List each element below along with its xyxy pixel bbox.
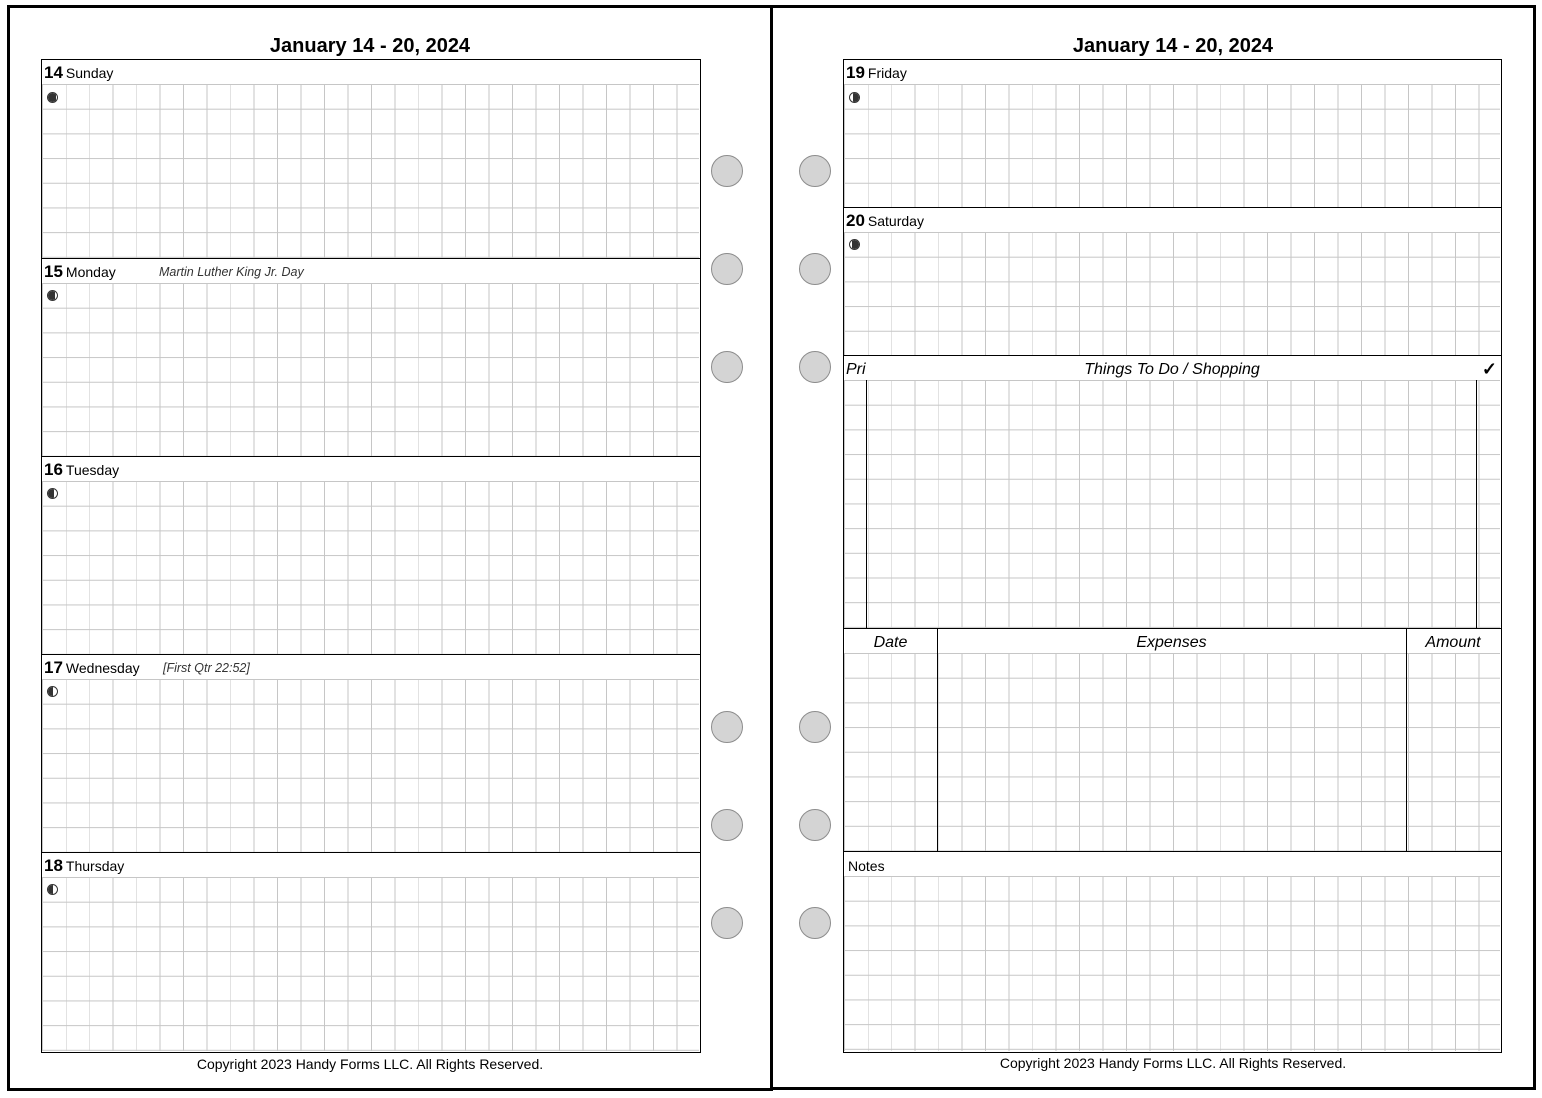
day-name: Friday bbox=[867, 65, 907, 81]
moon-phase-icon bbox=[849, 239, 860, 250]
expenses-title: Expenses bbox=[1136, 634, 1207, 651]
amount-column-label: Amount bbox=[1425, 634, 1481, 651]
notes-grid[interactable] bbox=[844, 876, 1500, 1051]
check-column-divider bbox=[1476, 380, 1477, 628]
binder-hole-icon bbox=[711, 253, 743, 285]
binder-hole-icon bbox=[799, 351, 831, 383]
day-number: 15 bbox=[44, 262, 63, 281]
priority-column-divider bbox=[866, 380, 867, 628]
priority-column-label: Pri bbox=[846, 361, 866, 378]
todo-grid[interactable] bbox=[844, 380, 1500, 628]
binder-hole-icon bbox=[711, 351, 743, 383]
day-number: 14 bbox=[44, 63, 63, 82]
writing-grid[interactable] bbox=[42, 877, 699, 1051]
day-block-friday[interactable] bbox=[844, 60, 1500, 207]
binder-hole-icon bbox=[799, 809, 831, 841]
day-block-saturday[interactable] bbox=[844, 208, 1500, 355]
writing-grid[interactable] bbox=[42, 283, 699, 456]
day-block-monday[interactable] bbox=[42, 259, 699, 456]
amount-column-divider bbox=[1406, 629, 1407, 851]
writing-grid[interactable] bbox=[42, 84, 699, 258]
moon-phase-icon bbox=[47, 686, 58, 697]
notes-label: Notes bbox=[848, 858, 885, 874]
day-name: Wednesday bbox=[65, 660, 140, 676]
moon-phase-icon bbox=[47, 92, 58, 103]
binder-hole-icon bbox=[799, 253, 831, 285]
left-planner-page bbox=[7, 5, 773, 1091]
day-name: Sunday bbox=[65, 65, 114, 81]
page-title: January 14 - 20, 2024 bbox=[269, 35, 471, 57]
binder-hole-icon bbox=[799, 711, 831, 743]
todo-title: Things To Do / Shopping bbox=[1084, 361, 1260, 378]
day-block-wednesday[interactable] bbox=[42, 655, 699, 852]
expenses-section[interactable] bbox=[844, 629, 1500, 851]
moon-phase-icon bbox=[47, 884, 58, 895]
copyright-notice: Copyright 2023 Handy Forms LLC. All Rights Reserved. bbox=[196, 1056, 544, 1072]
day-name: Monday bbox=[65, 264, 116, 280]
todo-section[interactable] bbox=[844, 356, 1500, 628]
writing-grid[interactable] bbox=[844, 232, 1500, 355]
binder-hole-icon bbox=[711, 155, 743, 187]
holiday-note: Martin Luther King Jr. Day bbox=[159, 265, 304, 279]
right-section-frame bbox=[843, 59, 1502, 1053]
date-column-label: Date bbox=[873, 634, 908, 651]
checkmark-icon: ✓ bbox=[1481, 359, 1497, 379]
page-title: January 14 - 20, 2024 bbox=[1072, 35, 1274, 57]
day-block-tuesday[interactable] bbox=[42, 457, 699, 654]
moon-phase-icon bbox=[849, 92, 860, 103]
moon-phase-note: [First Qtr 22:52] bbox=[163, 661, 250, 675]
binder-hole-icon bbox=[799, 907, 831, 939]
writing-grid[interactable] bbox=[844, 84, 1500, 207]
binder-hole-icon bbox=[711, 907, 743, 939]
binder-hole-icon bbox=[711, 809, 743, 841]
day-number: 16 bbox=[44, 460, 63, 479]
right-planner-page bbox=[770, 5, 1536, 1090]
binder-hole-icon bbox=[711, 711, 743, 743]
day-block-thursday[interactable] bbox=[42, 853, 699, 1051]
day-name: Tuesday bbox=[65, 462, 120, 478]
binder-hole-icon bbox=[799, 155, 831, 187]
daily-section-frame bbox=[41, 59, 701, 1053]
moon-phase-icon bbox=[47, 290, 58, 301]
copyright-notice: Copyright 2023 Handy Forms LLC. All Rights Reserved. bbox=[999, 1055, 1347, 1071]
moon-phase-icon bbox=[47, 488, 58, 499]
day-number: 19 bbox=[846, 63, 865, 82]
day-name: Saturday bbox=[867, 213, 924, 229]
date-column-divider bbox=[937, 629, 938, 851]
day-name: Thursday bbox=[65, 858, 125, 874]
day-number: 17 bbox=[44, 658, 63, 677]
expenses-grid[interactable] bbox=[844, 653, 1500, 851]
notes-section[interactable] bbox=[844, 852, 1500, 1051]
writing-grid[interactable] bbox=[42, 481, 699, 654]
writing-grid[interactable] bbox=[42, 679, 699, 852]
day-block-sunday[interactable] bbox=[42, 60, 699, 258]
day-number: 20 bbox=[846, 211, 865, 230]
day-number: 18 bbox=[44, 856, 63, 875]
